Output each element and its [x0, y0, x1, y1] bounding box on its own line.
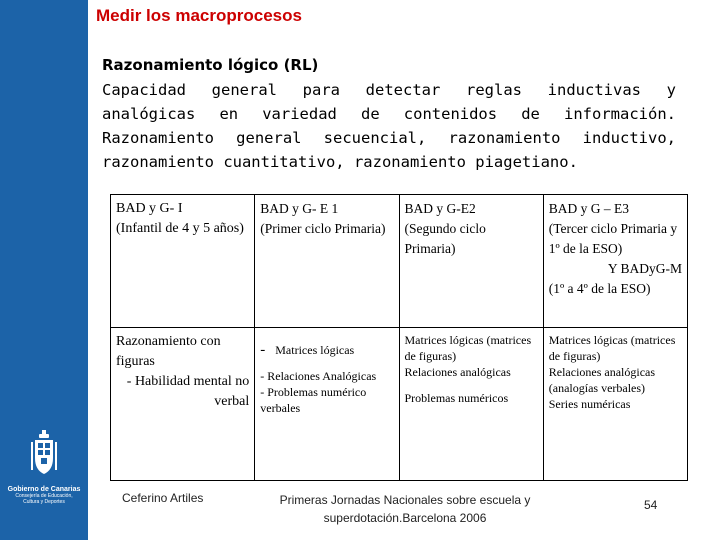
cell-e2 [399, 328, 543, 481]
footer-author: Ceferino Artiles [122, 491, 204, 505]
header-level: (Segundo ciclo Primaria) [404, 221, 486, 256]
header-cell-infantil [111, 195, 255, 328]
cell-text: Matrices lógicas [275, 343, 355, 357]
footer-event [250, 491, 560, 527]
header-level: (Primer ciclo Primaria) [260, 221, 386, 236]
cell-infantil [111, 328, 255, 481]
cell-text: Matrices lógicas (matrices de figuras) [404, 333, 532, 363]
header-level: (Infantil de 4 y 5 años) [116, 221, 244, 236]
logo-dept-line2: Cultura y Deportes [23, 499, 65, 505]
table-row [111, 328, 688, 481]
coat-of-arms-icon [29, 430, 59, 480]
government-logo [6, 430, 82, 520]
cell-e1 [255, 328, 399, 481]
header-cell-e2 [399, 195, 543, 328]
footer-event-line2: superdotación.Barcelona 2006 [323, 511, 487, 525]
cell-text: Relaciones analógicas (analogías verbales) [548, 365, 656, 395]
logo-dept-line1: Consejería de Educación, [15, 493, 73, 499]
cell-text: Relaciones analógicas [404, 365, 511, 379]
cell-text: - Relaciones Analógicas [260, 369, 377, 383]
header-title: BAD y G- I [116, 201, 183, 216]
header-cell-e1 [255, 195, 399, 328]
header-title: BAD y G-E2 [404, 201, 476, 216]
header-title: BAD y G – E3 [548, 201, 629, 216]
header-title-extra: Y BADyG-M [607, 261, 682, 276]
dash-bullet: - [260, 342, 266, 358]
list-item [260, 342, 393, 358]
cell-e3 [543, 328, 687, 481]
cell-text: Razonamiento con figuras [116, 334, 221, 369]
header-title: BAD y G- E 1 [260, 201, 339, 216]
cell-text: Problemas numéricos [404, 391, 509, 405]
table-header-row [111, 195, 688, 328]
section-description: Capacidad general para detectar reglas inductivas y analógicas en variedad de contenidos de información. Razonamiento general secuencial, razonamiento inductivo, razonamiento cuantitativo, razonamiento piagetiano. [102, 81, 676, 171]
header-level-extra: (1º a 4º de la ESO) [548, 281, 651, 296]
section-subtitle: Razonamiento lógico (RL) [102, 56, 319, 74]
footer-event-line1: Primeras Jornadas Nacionales sobre escuela y [279, 493, 531, 507]
header-cell-e3 [543, 195, 687, 328]
cell-text: Series numéricas [548, 397, 631, 411]
page-title: Medir los macroprocesos [96, 6, 302, 25]
cell-text: - Habilidad mental no verbal [126, 374, 250, 409]
header-level: (Tercer ciclo Primaria y 1º de la ESO) [548, 221, 678, 256]
page-number: 54 [644, 498, 658, 512]
logo-title: Gobierno de Canarias [7, 486, 81, 493]
tests-table [110, 194, 688, 481]
sidebar-band [0, 0, 88, 540]
cell-text: Matrices lógicas (matrices de figuras) [548, 333, 676, 363]
cell-text: - Problemas numérico verbales [260, 385, 367, 415]
